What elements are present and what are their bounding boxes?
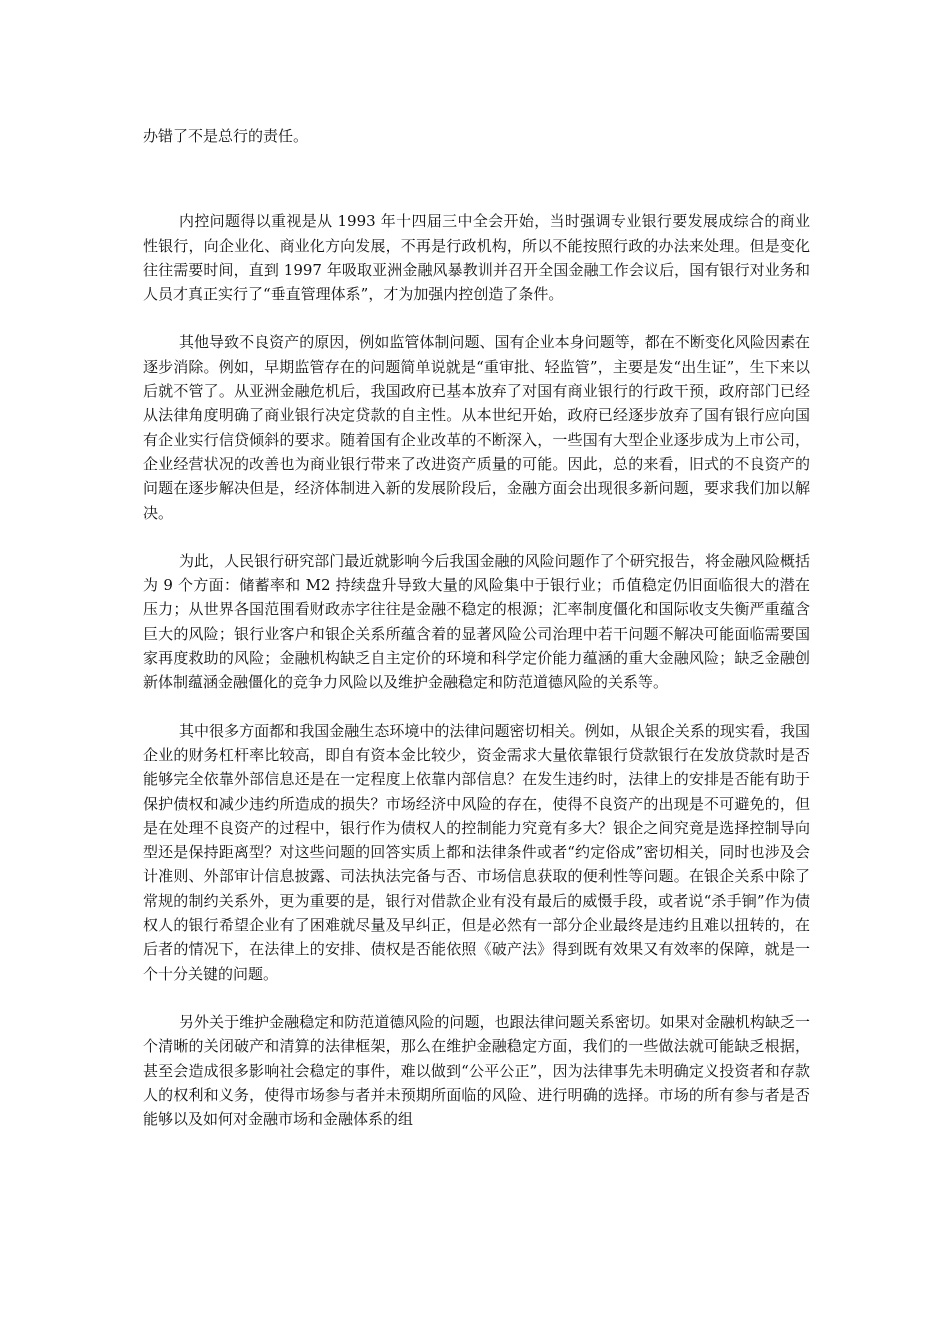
paragraph-continuation: 办错了不是总行的责任。 bbox=[143, 127, 309, 145]
paragraph-financial-stability: 另外关于维护金融稳定和防范道德风险的问题，也跟法律问题关系密切。如果对金融机构缺乏一个清晰的关闭破产和清算的法律框架，那么在维护金融稳定方面，我们的一些做法就可能缺乏根据，甚至会造成很多影响社会稳定的事件，难以做到“公平公正”，因为法律事先未明确定义投资者和存款人的权利和义务，使得市场参与者并未预期所面临的风险、进行明确的选择。市场的所有参与者是否能够以及如何对金融市场和金融体系的组 bbox=[143, 1012, 810, 1129]
paragraph-risk-report: 为此，人民银行研究部门最近就影响今后我国金融的风险问题作了个研究报告，将金融风险概括为 9 个方面：储蓄率和 M2 持续盘升导致大量的风险集中于银行业；币值稳定仍旧面临很大的潜在压力；从世界各国范围看财政赤字往往是金融不稳定的根源；汇率制度僵化和国际收支失衡严重蕴含巨大的风险；银行业客户和银企关系所蕴含着的显著风险公司治理中若干问题不解决可能面临需要国家再度救助的风险；金融机构缺乏自主定价的环境和科学定价能力蕴涵的重大金融风险；缺乏金融创新体制蕴涵金融僵化的竞争力风险以及维护金融稳定和防范道德风险的关系等。 bbox=[143, 551, 810, 692]
paragraph-internal-control: 内控问题得以重视是从 1993 年十四届三中全会开始，当时强调专业银行要发展成综合的商业性银行，向企业化、商业化方向发展，不再是行政机构，所以不能按照行政的办法来处理。但是变化往往需要时间，直到 1997 年吸取亚洲金融风暴教训并召开全国金融工作会议后，国有银行对业务和人员才真正实行了“垂直管理体系”，才为加强内控创造了条件。 bbox=[143, 212, 810, 304]
document-page bbox=[143, 124, 810, 1131]
paragraph-other-causes: 其他导致不良资产的原因，例如监管体制问题、国有企业本身问题等，都在不断变化风险因素在逐步消除。例如，早期监管存在的问题简单说就是“重审批、轻监管”，主要是发“出生证”，生下来以后就不管了。从亚洲金融危机后，我国政府已基本放弃了对国有商业银行的行政干预，政府部门已经从法律角度明确了商业银行决定贷款的自主性。从本世纪开始，政府已经逐步放弃了国有银行应向国有企业实行信贷倾斜的要求。随着国有企业改革的不断深入，一些国有大型企业逐步成为上市公司，企业经营状况的改善也为商业银行带来了改进资产质量的可能。因此，总的来看，旧式的不良资产的问题在逐步解决但是，经济体制进入新的发展阶段后，金融方面会出现很多新问题，要求我们加以解决。 bbox=[143, 333, 810, 522]
paragraph-legal-environment: 其中很多方面都和我国金融生态环境中的法律问题密切相关。例如，从银企关系的现实看，我国企业的财务杠杆率比较高，即自有资本金比较少，资金需求大量依靠银行贷款银行在发放贷款时是否能够完全依靠外部信息还是在一定程度上依靠内部信息？在发生违约时，法律上的安排是否能有助于保护债权和减少违约所造成的损失？市场经济中风险的存在，使得不良资产的出现是不可避免的，但是在处理不良资产的过程中，银行作为债权人的控制能力究竟有多大？银企之间究竟是选择控制导向型还是保持距离型？对这些问题的回答实质上都和法律条件或者“约定俗成”密切相关，同时也涉及会计准则、外部审计信息披露、司法执法完备与否、市场信息获取的便利性等问题。在银企关系中除了常规的制约关系外，更为重要的是，银行对借款企业有没有最后的威慑手段，或者说“杀手锏”作为债权人的银行希望企业有了困难就尽量及早纠正，但是必然有一部分企业最终是违约且难以扭转的，在后者的情况下，在法律上的安排、债权是否能依照《破产法》得到既有效果又有效率的保障，就是一个十分关键的问题。 bbox=[143, 721, 810, 983]
